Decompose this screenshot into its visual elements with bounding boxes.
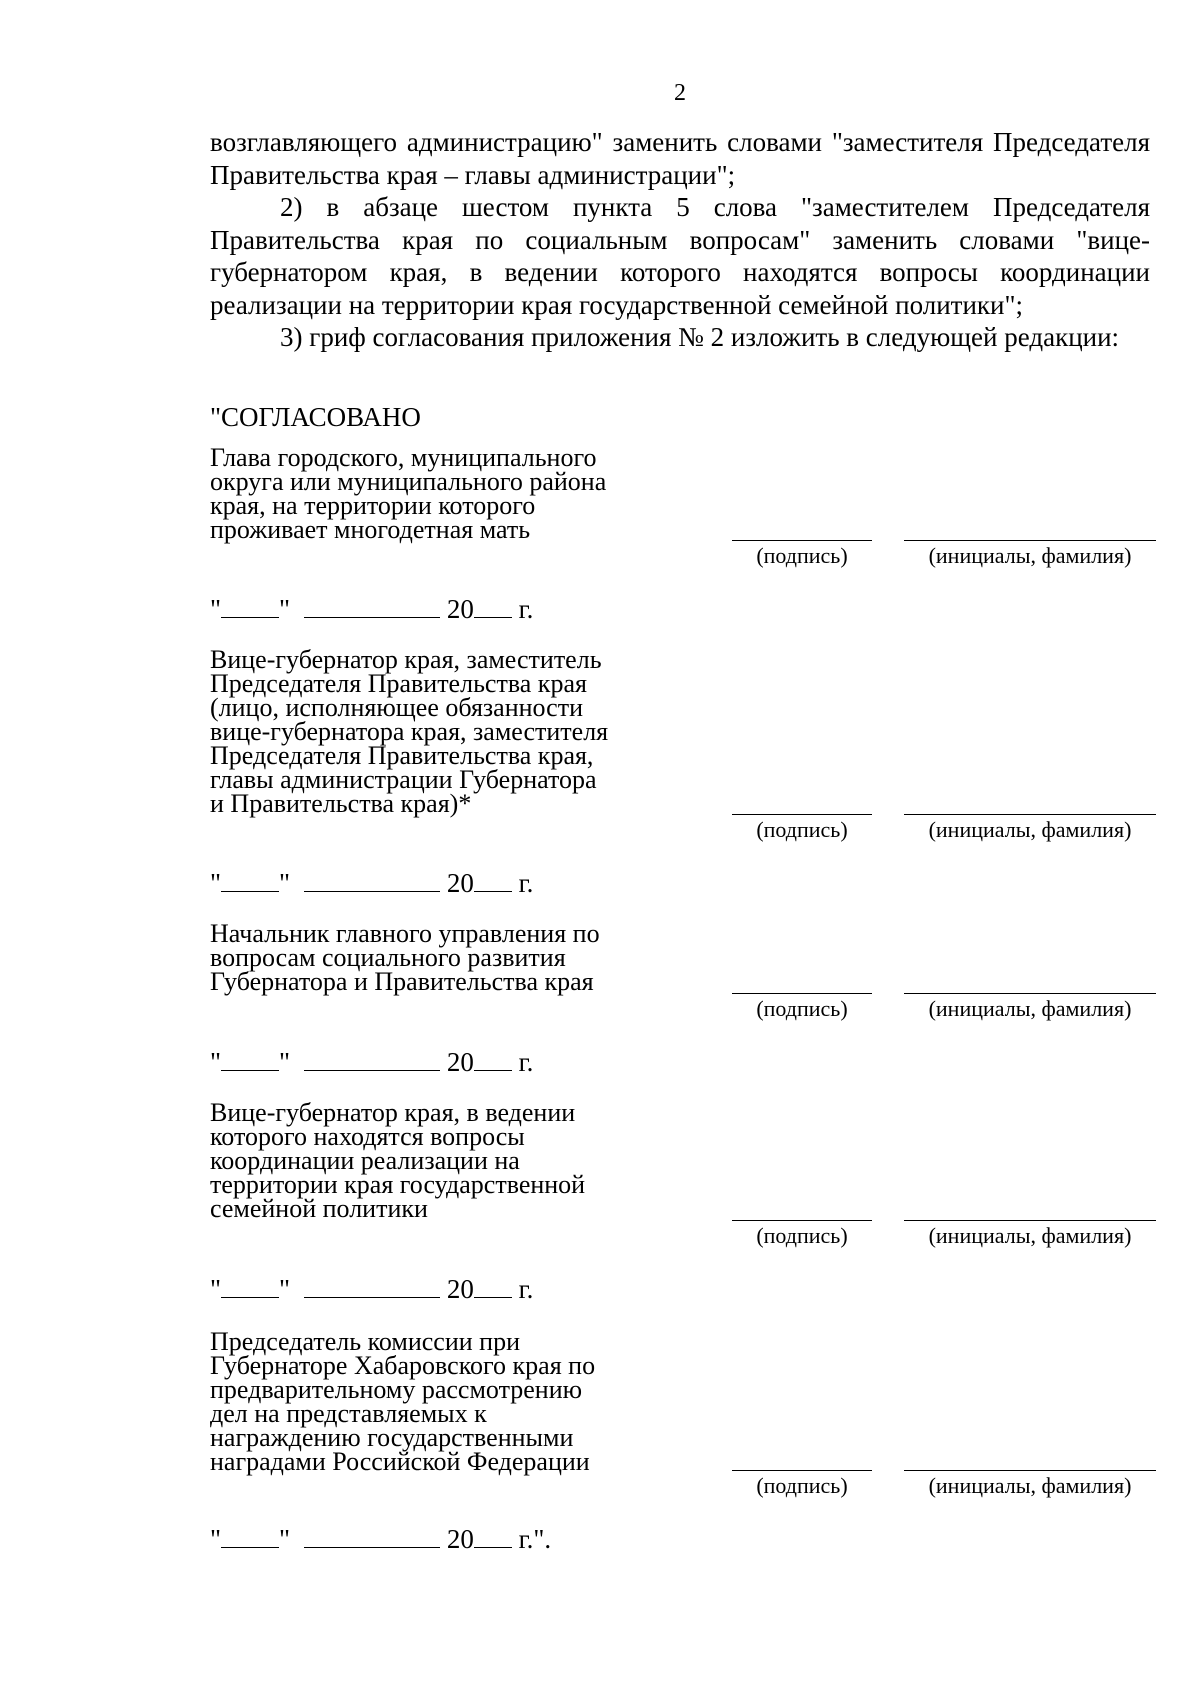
date-quote: " [210, 1047, 222, 1077]
year-prefix: 20 [446, 594, 474, 624]
month-blank [304, 1525, 440, 1548]
title-line: главы администрации Губернатора [210, 765, 597, 794]
title-line: (лицо, исполняющее обязанности [210, 693, 584, 722]
final-date-line [210, 1524, 551, 1555]
date-quote: " [210, 594, 222, 624]
paragraph-3: 3) гриф согласования приложения № 2 изложить в следующей редакции: [280, 322, 1120, 352]
name-line [904, 993, 1156, 994]
title-line: Начальник главного управления по [210, 919, 600, 948]
approval-block-4-title [210, 1098, 680, 1223]
signature-caption: (подпись) [756, 817, 848, 842]
page-number: 2 [674, 80, 686, 106]
paragraph-1: возглавляющего администрацию" заменить словами "заместителя Председателя Правительства края – главы администрации"; [210, 127, 1150, 190]
year-prefix: 20 [446, 1047, 474, 1077]
signature-caption: (подпись) [756, 1223, 848, 1248]
title-line: Председатель комиссии при [210, 1327, 521, 1356]
signature-caption: (подпись) [756, 543, 848, 568]
year-prefix: 20 [446, 1524, 474, 1554]
title-line: округа или муниципального района [210, 467, 607, 496]
year-suffix-final: г.". [518, 1524, 552, 1554]
title-line: дел на представляемых к [210, 1399, 487, 1428]
year-prefix: 20 [446, 868, 474, 898]
title-line: Председателя Правительства края, [210, 741, 594, 770]
date-line [210, 1274, 533, 1305]
date-quote: " [279, 1524, 291, 1554]
approval-heading: "СОГЛАСОВАНО [210, 402, 421, 432]
paragraph-2: 2) в абзаце шестом пункта 5 слова "заместителем Председателя Правительства края по социальным вопросам" заменить словами "вице-губернатором края, в ведении которого находятся вопросы координации реализации на территории края государственной семейной политики"; [210, 192, 1150, 320]
title-line: территории края государственной [210, 1170, 586, 1199]
day-blank [221, 869, 279, 892]
name-caption: (инициалы, фамилия) [928, 1473, 1132, 1498]
month-blank [304, 1275, 440, 1298]
day-blank [221, 1275, 279, 1298]
name-caption: (инициалы, фамилия) [928, 1223, 1132, 1248]
date-quote: " [279, 868, 291, 898]
date-quote: " [210, 1524, 222, 1554]
date-quote: " [279, 1047, 291, 1077]
approval-block-1-title [210, 443, 680, 544]
title-line: вопросам социального развития [210, 943, 566, 972]
signature-line [732, 1220, 872, 1221]
title-line: Губернатора и Правительства края [210, 967, 594, 996]
signature-line [732, 1470, 872, 1471]
signature-line [732, 540, 872, 541]
title-line: Глава городского, муниципального [210, 443, 597, 472]
date-line [210, 594, 533, 625]
day-blank [221, 1048, 279, 1071]
title-line: предварительному рассмотрению [210, 1375, 583, 1404]
title-line: вице-губернатора края, заместителя [210, 717, 609, 746]
signature-line [732, 814, 872, 815]
month-blank [304, 595, 440, 618]
title-line: Вице-губернатор края, заместитель [210, 645, 602, 674]
date-quote: " [210, 1274, 222, 1304]
name-line [904, 1470, 1156, 1471]
date-line [210, 868, 533, 899]
signature-caption: (подпись) [756, 1473, 848, 1498]
title-line: наградами Российской Федерации [210, 1447, 590, 1476]
body-text [210, 126, 1150, 354]
title-line: Председателя Правительства края [210, 669, 587, 698]
title-line: Губернаторе Хабаровского края по [210, 1351, 596, 1380]
year-blank [474, 869, 512, 892]
month-blank [304, 1048, 440, 1071]
year-suffix: г. [518, 1274, 534, 1304]
title-line: края, на территории которого [210, 491, 536, 520]
approval-block-2-title [210, 645, 680, 818]
date-quote: " [210, 868, 222, 898]
year-blank [474, 1048, 512, 1071]
year-suffix: г. [518, 594, 534, 624]
year-suffix: г. [518, 868, 534, 898]
name-line [904, 540, 1156, 541]
date-quote: " [279, 1274, 291, 1304]
title-line: Вице-губернатор края, в ведении [210, 1098, 576, 1127]
title-line: которого находятся вопросы [210, 1122, 525, 1151]
approval-block-3-title [210, 919, 680, 996]
title-line: проживает многодетная мать [210, 515, 531, 544]
day-blank [221, 1525, 279, 1548]
year-suffix: г. [518, 1047, 534, 1077]
name-caption: (инициалы, фамилия) [928, 996, 1132, 1021]
title-line: семейной политики [210, 1194, 428, 1223]
year-blank [474, 1525, 512, 1548]
date-line [210, 1047, 533, 1078]
signature-line [732, 993, 872, 994]
year-prefix: 20 [446, 1274, 474, 1304]
name-line [904, 1220, 1156, 1221]
date-quote: " [279, 594, 291, 624]
approval-block-5-title [210, 1327, 680, 1476]
day-blank [221, 595, 279, 618]
month-blank [304, 869, 440, 892]
name-caption: (инициалы, фамилия) [928, 543, 1132, 568]
name-caption: (инициалы, фамилия) [928, 817, 1132, 842]
year-blank [474, 595, 512, 618]
name-line [904, 814, 1156, 815]
year-blank [474, 1275, 512, 1298]
title-line: награждению государственными [210, 1423, 574, 1452]
title-line: и Правительства края)* [210, 789, 472, 818]
title-line: координации реализации на [210, 1146, 520, 1175]
signature-caption: (подпись) [756, 996, 848, 1021]
